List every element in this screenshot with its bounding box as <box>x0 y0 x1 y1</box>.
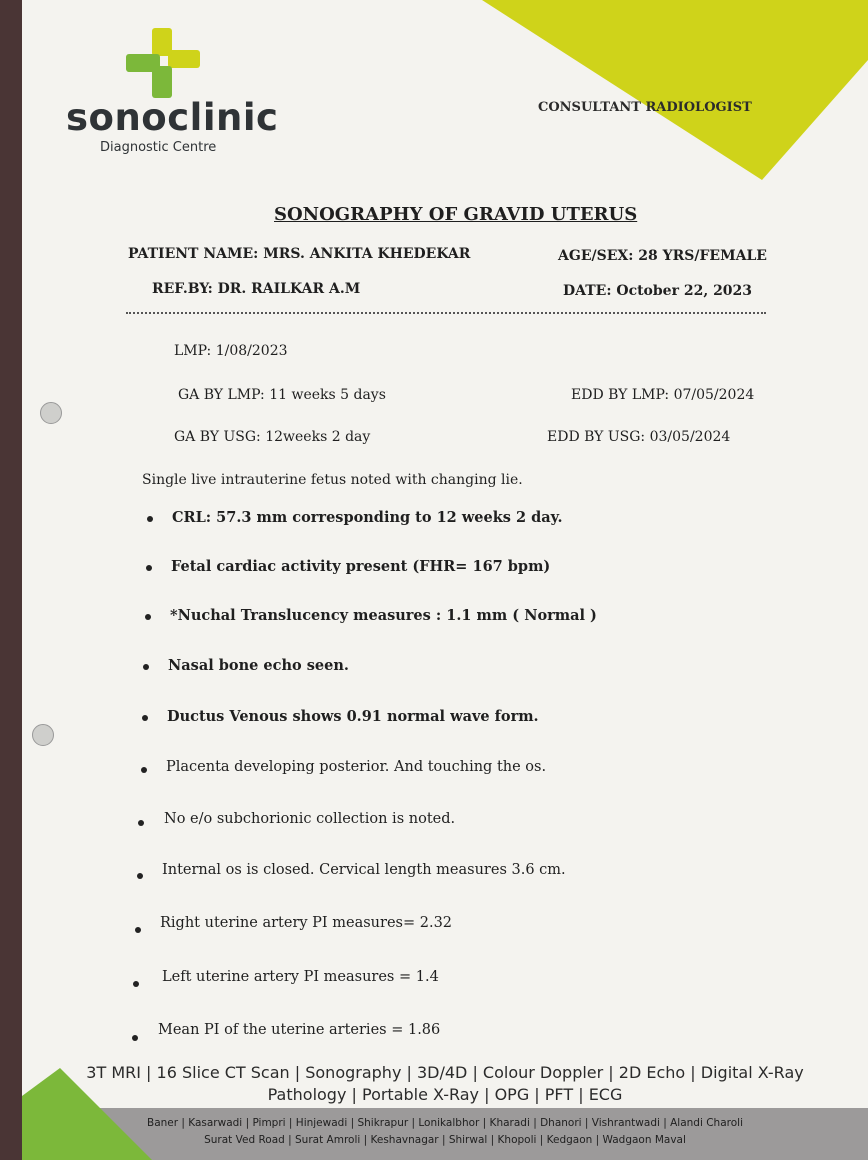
age-sex: AGE/SEX: 28 YRS/FEMALE <box>558 248 767 264</box>
finding-left-uterine-pi: Left uterine artery PI measures = 1.4 <box>162 969 439 985</box>
ga-by-lmp: GA BY LMP: 11 weeks 5 days <box>178 387 386 403</box>
report-sheet <box>22 0 868 1160</box>
services-line-1: 3T MRI | 16 Slice CT Scan | Sonography | 3D/4D | Colour Doppler | 2D Echo | Digital X-Ray <box>86 1063 804 1082</box>
bullet-icon <box>147 516 153 522</box>
lmp: LMP: 1/08/2023 <box>174 343 288 359</box>
edd-by-lmp: EDD BY LMP: 07/05/2024 <box>571 387 755 403</box>
finding-nasal-bone: Nasal bone echo seen. <box>168 657 349 674</box>
bullet-icon <box>146 565 152 571</box>
report-title: SONOGRAPHY OF GRAVID UTERUS <box>274 204 638 225</box>
referred-by: REF.BY: DR. RAILKAR A.M <box>152 281 361 297</box>
green-footer-decoration <box>22 1068 152 1160</box>
bullet-icon <box>143 664 149 670</box>
bullet-icon <box>145 614 151 620</box>
bullet-icon <box>135 927 141 933</box>
punch-hole-icon <box>32 724 54 746</box>
bullet-icon <box>132 1035 138 1041</box>
bullet-icon <box>138 820 144 826</box>
clinic-logo-icon <box>122 24 202 100</box>
separator-line <box>126 312 766 314</box>
edd-by-usg: EDD BY USG: 03/05/2024 <box>547 429 731 445</box>
finding-fetal-cardiac: Fetal cardiac activity present (FHR= 167 bpm) <box>171 558 551 575</box>
finding-right-uterine-pi: Right uterine artery PI measures= 2.32 <box>160 915 453 931</box>
ga-by-usg: GA BY USG: 12weeks 2 day <box>174 429 371 445</box>
services-line-2: Pathology | Portable X-Ray | OPG | PFT | ECG <box>267 1085 623 1104</box>
finding-subchorionic: No e/o subchorionic collection is noted. <box>164 811 456 827</box>
locations-line-2: Surat Ved Road | Surat Amroli | Keshavnagar | Shirwal | Khopoli | Kedgaon | Wadgaon Maval <box>204 1134 686 1146</box>
patient-name: PATIENT NAME: MRS. ANKITA KHEDEKAR <box>128 246 471 262</box>
clinic-subtitle: Diagnostic Centre <box>100 140 217 155</box>
finding-crl: CRL: 57.3 mm corresponding to 12 weeks 2 day. <box>172 509 563 526</box>
finding-nuchal: *Nuchal Translucency measures : 1.1 mm ( Normal ) <box>170 607 597 624</box>
bullet-icon <box>137 873 143 879</box>
finding-internal-os: Internal os is closed. Cervical length measures 3.6 cm. <box>162 862 566 878</box>
finding-mean-pi: Mean PI of the uterine arteries = 1.86 <box>158 1022 441 1038</box>
finding-placenta: Placenta developing posterior. And touching the os. <box>166 759 547 775</box>
clinic-name: sonoclinic <box>66 96 279 139</box>
bullet-icon <box>142 715 148 721</box>
report-date: DATE: October 22, 2023 <box>563 283 753 299</box>
locations-line-1: Baner | Kasarwadi | Pimpri | Hinjewadi | Shikrapur | Lonikalbhor | Kharadi | Dhanori | Vishrantwadi | Alandi Charoli <box>146 1117 743 1129</box>
punch-hole-icon <box>40 402 62 424</box>
bullet-icon <box>141 767 147 773</box>
finding-ductus-venous: Ductus Venous shows 0.91 normal wave form. <box>167 708 539 725</box>
bullet-icon <box>133 981 139 987</box>
consultant-role: CONSULTANT RADIOLOGIST <box>538 100 752 115</box>
intro-text: Single live intrauterine fetus noted with changing lie. <box>142 472 523 488</box>
